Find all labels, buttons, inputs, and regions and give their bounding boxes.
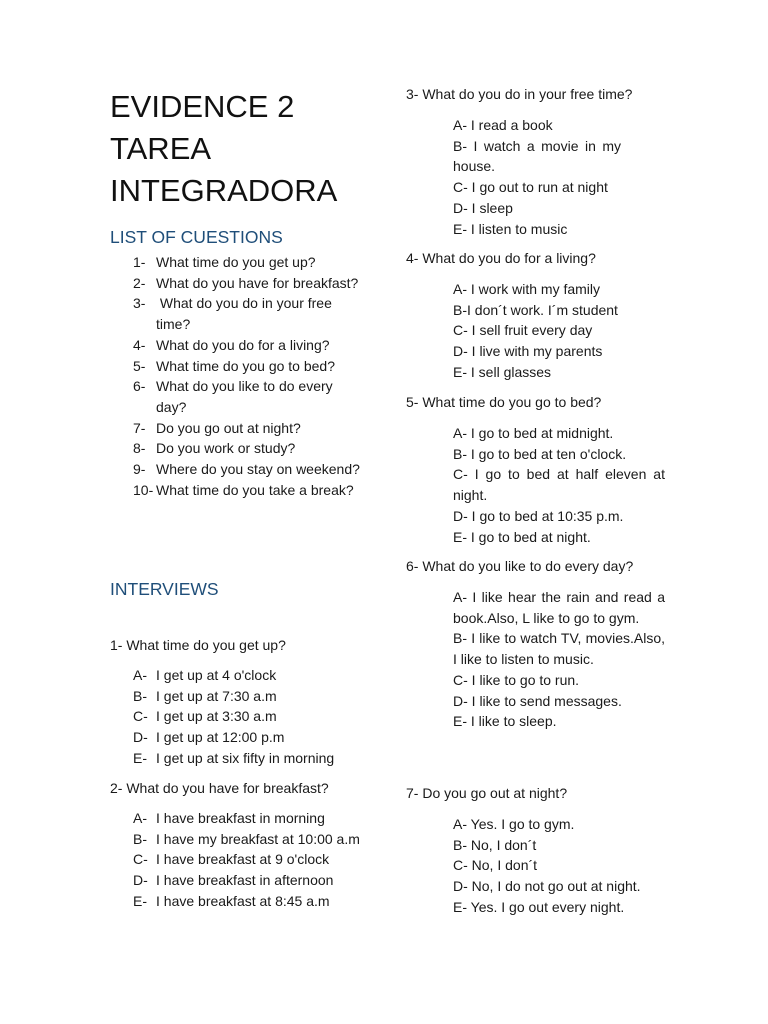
item-text: What time do you go to bed? bbox=[156, 357, 335, 374]
answer-letter: E- bbox=[133, 749, 147, 766]
list-item bbox=[133, 665, 363, 686]
list-item: E- I like to sleep. bbox=[453, 713, 557, 730]
answer-text: I have breakfast in morning bbox=[156, 810, 325, 826]
item-number: 9- bbox=[133, 461, 146, 478]
answer-letter: B- bbox=[133, 687, 147, 704]
item-text: What do you do for a living? bbox=[156, 336, 330, 353]
list-item bbox=[133, 293, 363, 334]
list-item: A- I read a book bbox=[453, 117, 553, 133]
interview-question: 7- Do you go out at night? bbox=[406, 785, 568, 801]
item-text: What time do you get up? bbox=[156, 254, 316, 270]
answer-list bbox=[453, 115, 665, 239]
list-item bbox=[133, 686, 363, 707]
title-line: EVIDENCE 2 bbox=[110, 89, 295, 124]
list-item: B-I don´t work. I´m student bbox=[453, 301, 618, 318]
list-item: E- I go to bed at night. bbox=[453, 528, 591, 545]
answer-letter: C- bbox=[133, 708, 148, 725]
list-item: D- No, I do not go out at night. bbox=[453, 878, 641, 895]
list-item bbox=[133, 252, 363, 273]
list-item: C- I like to go to run. bbox=[453, 671, 580, 688]
item-text: Where do you stay on weekend? bbox=[156, 461, 360, 478]
list-item bbox=[133, 870, 363, 891]
answer-list bbox=[133, 665, 363, 769]
list-item bbox=[133, 459, 363, 480]
interviews-heading: INTERVIEWS bbox=[110, 579, 219, 599]
item-number: 4- bbox=[133, 336, 146, 353]
item-number: 8- bbox=[133, 440, 146, 457]
document-title bbox=[110, 86, 337, 212]
list-item bbox=[133, 706, 363, 727]
answer-text: I have breakfast at 9 o'clock bbox=[156, 851, 330, 868]
answer-text: I have breakfast at 8:45 a.m bbox=[156, 892, 330, 909]
answer-text: I get up at 3:30 a.m bbox=[156, 708, 277, 725]
interview-question: 4- What do you do for a living? bbox=[406, 250, 596, 266]
list-item: D- I go to bed at 10:35 p.m. bbox=[453, 507, 624, 524]
list-item bbox=[133, 748, 363, 769]
interview-question: 1- What time do you get up? bbox=[110, 637, 286, 653]
list-item: B- I like to watch TV, movies.Also, I like to listen to music. bbox=[453, 630, 665, 668]
item-number: 2- bbox=[133, 274, 146, 291]
list-item bbox=[133, 438, 363, 459]
answer-letter: D- bbox=[133, 729, 148, 746]
answer-list bbox=[453, 814, 665, 918]
answer-text: I get up at 12:00 p.m bbox=[156, 729, 285, 746]
list-item: C- I go out to run at night bbox=[453, 179, 608, 196]
title-line: TAREA bbox=[110, 131, 212, 166]
list-item: C- I sell fruit every day bbox=[453, 322, 593, 339]
answer-text: I get up at 7:30 a.m bbox=[156, 687, 277, 704]
item-text: What time do you take a break? bbox=[156, 481, 354, 498]
list-item: D- I sleep bbox=[453, 199, 513, 216]
list-item: E- I sell glasses bbox=[453, 363, 552, 380]
answer-letter: B- bbox=[133, 830, 147, 847]
list-item bbox=[133, 891, 363, 912]
item-text: What do you like to do every day? bbox=[156, 378, 333, 415]
list-item bbox=[133, 829, 363, 850]
list-item: E- I listen to music bbox=[453, 220, 568, 237]
interview-question: 5- What time do you go to bed? bbox=[406, 394, 602, 410]
item-text: Do you go out at night? bbox=[156, 419, 301, 436]
item-number: 1- bbox=[133, 254, 146, 270]
answer-list bbox=[453, 279, 665, 383]
answer-text: I get up at six fifty in morning bbox=[156, 749, 335, 766]
list-item: B- I go to bed at ten o'clock. bbox=[453, 445, 627, 462]
list-item: D- I like to send messages. bbox=[453, 692, 622, 709]
answer-letter: D- bbox=[133, 872, 148, 889]
list-item: A- I like hear the rain and read a book.Also, L like to go to gym. bbox=[453, 589, 665, 626]
interview-question: 3- What do you do in your free time? bbox=[406, 86, 633, 102]
item-number: 6- bbox=[133, 378, 146, 395]
item-text: Do you work or study? bbox=[156, 440, 296, 457]
question-list bbox=[133, 252, 363, 500]
list-item bbox=[133, 480, 363, 501]
list-item: C- I go to bed at half eleven at night. bbox=[453, 466, 665, 504]
answer-text: I have breakfast in afternoon bbox=[156, 872, 334, 889]
list-item: B- No, I don´t bbox=[453, 836, 537, 853]
item-text: What do you do in your free time? bbox=[156, 295, 336, 333]
list-item: D- I live with my parents bbox=[453, 343, 603, 360]
list-heading: LIST OF CUESTIONS bbox=[110, 227, 283, 247]
list-item bbox=[133, 335, 363, 356]
answer-list bbox=[453, 423, 665, 547]
list-item: A- I go to bed at midnight. bbox=[453, 425, 614, 441]
interview-question: 6- What do you like to do every day? bbox=[406, 558, 634, 574]
answer-list bbox=[133, 808, 363, 912]
item-number: 5- bbox=[133, 357, 146, 374]
list-item: B- I watch a movie in my house. bbox=[453, 137, 621, 175]
list-item: C- No, I don´t bbox=[453, 857, 538, 874]
list-item bbox=[133, 418, 363, 439]
list-item bbox=[133, 376, 363, 417]
answer-letter: C- bbox=[133, 851, 148, 868]
answer-letter: E- bbox=[133, 892, 147, 909]
list-item bbox=[133, 849, 363, 870]
list-item: E- Yes. I go out every night. bbox=[453, 898, 625, 915]
list-item: A- Yes. I go to gym. bbox=[453, 816, 575, 832]
list-item bbox=[133, 356, 363, 377]
item-number: 3- bbox=[133, 295, 146, 312]
answer-letter: A- bbox=[133, 667, 147, 683]
item-number: 7- bbox=[133, 419, 146, 436]
item-number: 10- bbox=[133, 481, 154, 498]
interview-question: 2- What do you have for breakfast? bbox=[110, 780, 329, 796]
answer-list bbox=[453, 587, 665, 732]
answer-text: I get up at 4 o'clock bbox=[156, 667, 277, 683]
list-item bbox=[133, 273, 363, 294]
list-item bbox=[133, 808, 363, 829]
answer-letter: A- bbox=[133, 810, 147, 826]
item-text: What do you have for breakfast? bbox=[156, 274, 359, 291]
title-line: INTEGRADORA bbox=[110, 173, 338, 208]
answer-text: I have my breakfast at 10:00 a.m bbox=[156, 830, 360, 847]
list-item bbox=[133, 727, 363, 748]
list-item: A- I work with my family bbox=[453, 281, 601, 297]
